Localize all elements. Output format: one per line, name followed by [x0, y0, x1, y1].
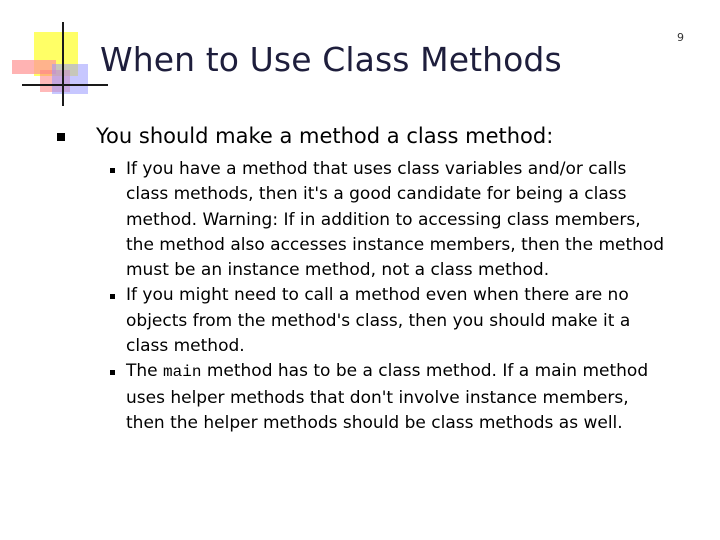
bullet-square-icon: [57, 133, 65, 141]
main-bullet-text: You should make a method a class method:: [96, 124, 554, 148]
list-item: [126, 283, 671, 359]
sub-item-text: If you might need to call a method even when there are no objects from the method's class, then you should make it a class method.: [126, 285, 631, 357]
list-item: [126, 359, 671, 436]
logo-vertical-line: [62, 22, 64, 106]
list-item: [126, 157, 671, 283]
logo-horizontal-line: [22, 84, 108, 86]
sub-bullet-list: [126, 157, 671, 436]
bullet-square-icon: [110, 168, 115, 173]
logo-blue-block: [52, 64, 88, 94]
sub-item-prefix: The: [126, 361, 158, 382]
page-title: When to Use Class Methods: [100, 40, 562, 79]
sub-item-suffix: method has to be a class method. If a main method uses helper methods that don't involve instance members, then the helper methods should be class methods as well.: [126, 361, 649, 433]
page-number: 9: [677, 31, 684, 44]
code-keyword: main: [163, 363, 202, 382]
bullet-square-icon: [110, 370, 115, 375]
sub-item-text: If you have a method that uses class variables and/or calls class methods, then it's a good candidate for being a class method. Warning: If in addition to accessing class members, the method also accesses instance members, then the method must be an instance method, not a class method.: [126, 159, 665, 281]
bullet-square-icon: [110, 294, 115, 299]
